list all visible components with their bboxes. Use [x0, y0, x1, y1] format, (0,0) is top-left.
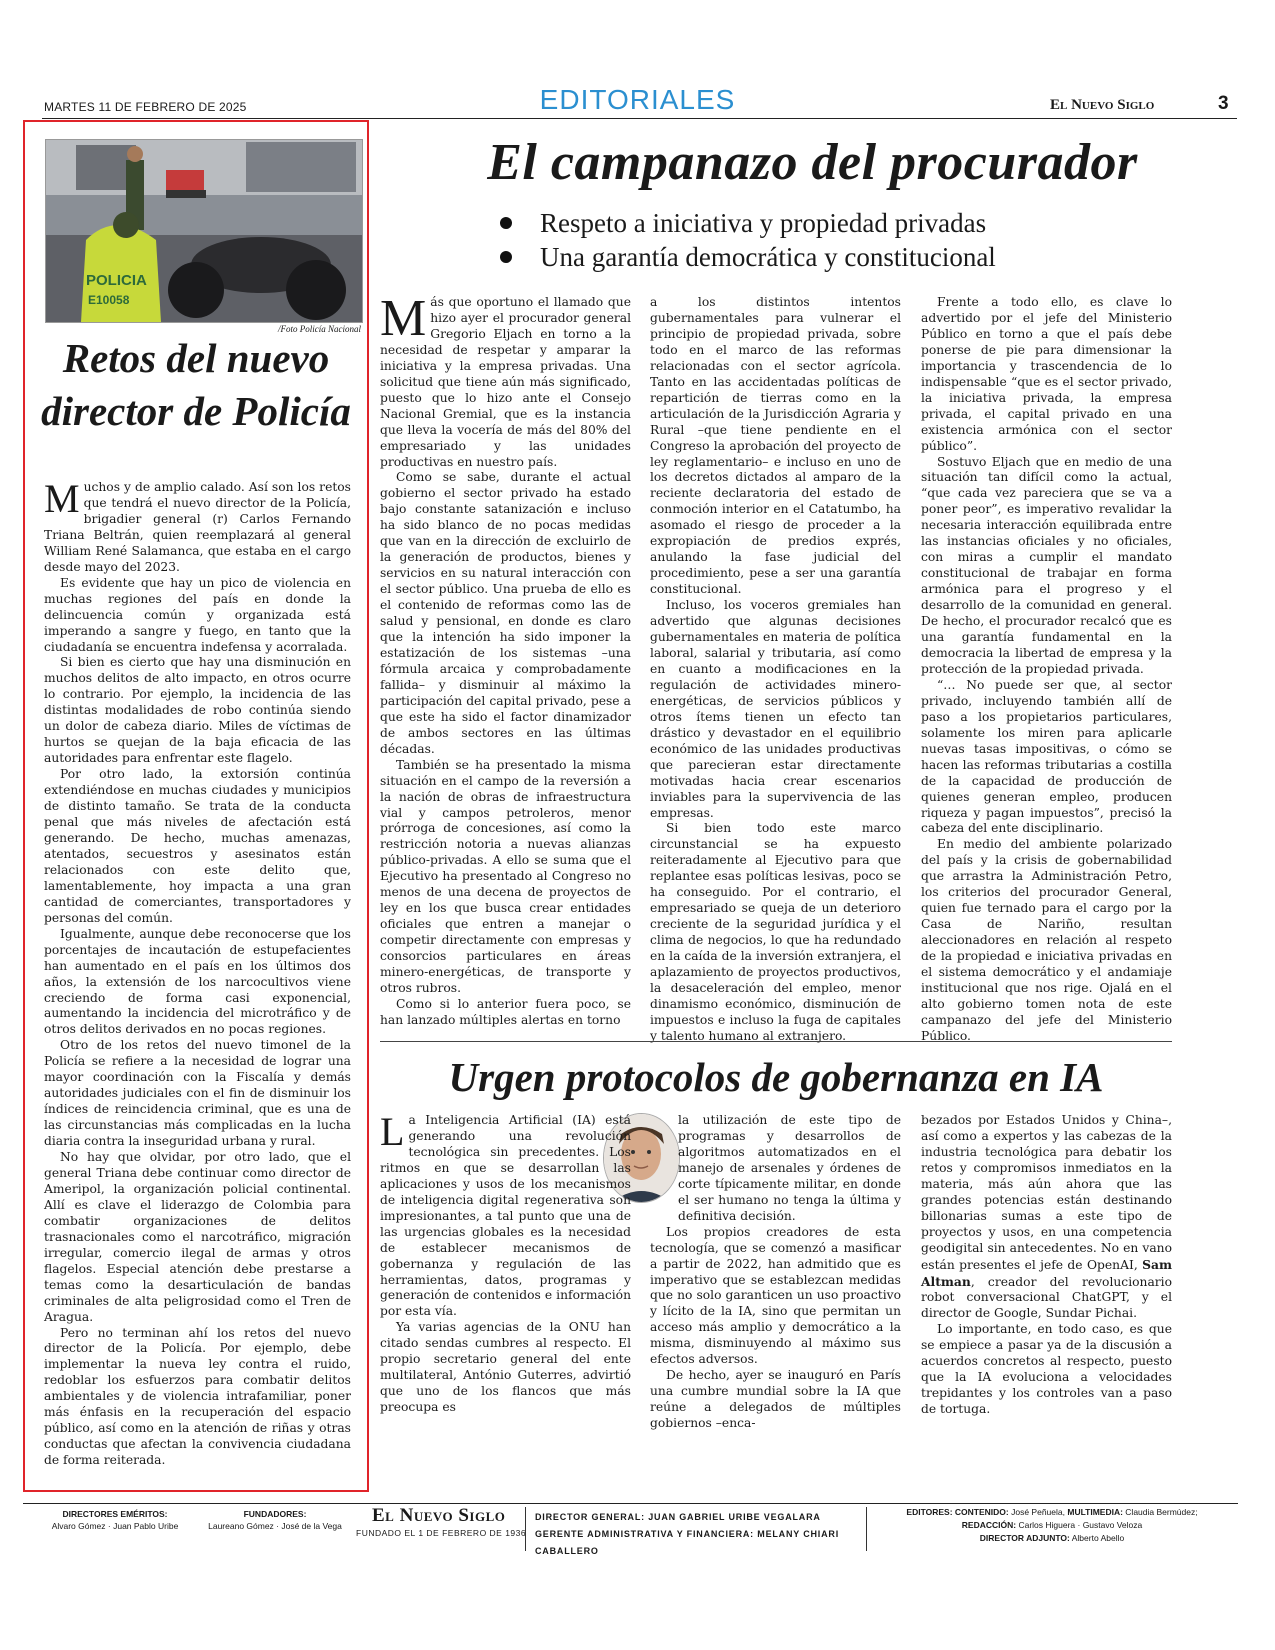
drop-cap: L [380, 1109, 405, 1154]
second-paragraph: La Inteligencia Artificial (IA) está generando una revolución tecnológica sin precedentes. Los ritmos en que se desarrollan las aplicaciones y usos de los mecanismos de inteligencia digital regenerativa son impresionantes, a tal punto que una de las urgencias globales es la necesidad de establecer mecanismos de gobernanza y regulación de las herramientas, datos, programas y generación de contenidos e información por esta vía. [380, 1109, 631, 1319]
main-paragraph: Si bien todo este marco circunstancial se ha expuesto reiteradamente al Ejecutivo para que replantee esas políticas lesivas, poco se ha conseguido. Por el contrario, el empresariado se queja de un deterioro creciente de la seguridad jurídica y el clima de negocios, lo que ha redundado en la caída de la inversión extranjera, el aplazamiento de proyectos productivos, la desaceleración del empleo, menor dinamismo económico, disminución de impuestos e incluso la fuga de capitales y talento humano al extranjero. [650, 821, 901, 1043]
section-title: EDITORIALES [539, 84, 736, 115]
second-paragraph: Lo importante, en todo caso, es que se empiece a pasar ya de la discusión a acuerdos concretos al respecto, puesto que la IA evoluciona a velocidades trepidantes y los controles van a paso de tortuga. [921, 1322, 1172, 1417]
second-column-2 [650, 1113, 901, 1432]
police-photo-illustration [46, 140, 362, 322]
left-article-paragraph: Si bien es cierto que hay una disminución en muchos delitos de alto impacto, en otros ocurre lo contrario. Por ejemplo, la incidencia de las distintas modalidades de robo continúa siendo un dolor de cabeza diario. Miles de víctimas de hurtos se quejan de la baja eficacia de las autoridades para enfrentar este flagelo. [44, 655, 351, 766]
main-paragraph: También se ha presentado la misma situación en el campo de la reversión a la nación de obras de infraestructura vial y campos petroleros, menor prórroga de concesiones, así como la restricción notoria a nuevas alianzas público-privadas. A ello se suma que el Ejecutivo ha presentado al Congreso no menos de una decena de proyectos de ley en los que busca crear entidades oficiales que entren a manejar o competir directamente con empresas y consorcios particulares en áreas minero-energéticas, de transporte y otros rubros. [380, 757, 631, 995]
photo-police-code: E10058 [88, 293, 130, 307]
left-article-paragraph: Muchos y de amplio calado. Así son los retos que tendrá el nuevo director de la Policía, brigadier general (r) Carlos Fernando Triana Beltrán, quien reemplazará al general William René Salamanca, que estaba en el cargo desde mayo del 2023. [44, 476, 351, 574]
bullet-icon [500, 217, 512, 229]
main-column-1 [380, 290, 631, 1029]
bold-name: Sam Altman [921, 1256, 1172, 1289]
main-paragraph: “… No puede ser que, al sector privado, incluyendo también allí de paso a los propietarios particulares, solamente los miren para aplicarle nuevas tasas impositivas, o cómo se hacen las reformas tributarias a costilla de la capacidad de producción de quienes generan empleo, producen riqueza y pagan impuestos”, precisó la cabeza del ente disciplinario. [921, 677, 1172, 836]
footer-editors: EDITORES: CONTENIDO: José Peñuela, MULTIMEDIA: Claudia Bermúdez; REDACCIÓN: Carlos Higuera · Gustavo Veloza DIRECTOR ADJUNTO: Alberto Abello [906, 1507, 1198, 1543]
second-paragraph: Ya varias agencias de la ONU han citado sendas cumbres al respecto. El propio secretario general del ente multilateral, António Guterres, advirtió que uno de los flancos que más preocupa es [380, 1320, 631, 1415]
page-number: 3 [1218, 93, 1229, 114]
second-paragraph: bezados por Estados Unidos y China–, así como a expertos y las cabezas de la industria tecnológica para debatir los retos y compromisos inmediatos en la materia, más aún ahora que las grandes potencias están destinando billonarias sumas a este tipo de proyectos y usos, en una competencia geodigital sin antecedentes. No en vano están presentes el jefe de OpenAI, Sam Altman, creador del revolucionario robot conversacional ChatGPT, y el director de Google, Sundar Pichai. [921, 1113, 1172, 1321]
masthead-logo: El Nuevo Siglo [1050, 97, 1155, 113]
main-paragraph: Más que oportuno el llamado que hizo ayer el procurador general Gregorio Eljach en torno a la necesidad de respetar y amparar la iniciativa y la empresa privadas. Una solicitud que tiene aún más significado, puesto que lo hizo ante el Consejo Nacional Gremial, que es la instancia que lleva la vocería de más del 80% del empresariado y las unidades productivas en nuestro país. [380, 290, 631, 469]
left-article-headline: Retos del nuevo director de Policía [41, 335, 351, 434]
second-paragraph: De hecho, ayer se inauguró en París una cumbre mundial sobre la IA que reúne a delegados de múltiples gobiernos –enca- [650, 1368, 901, 1431]
main-paragraph: En medio del ambiente polarizado del país y la crisis de gobernabilidad que arrastra la Administración Petro, los criterios del procurador General, quien fue ternado para el cargo por la Casa de Nariño, resultan aleccionadores en relación al respeto de la propiedad e iniciativa privadas en el sistema democrático y el andamiaje institucional que nos rige. Ojalá en el alto gobierno tomen nota de este campanazo del jefe del Ministerio Público. [921, 837, 1172, 1043]
drop-cap: M [44, 476, 80, 521]
bullet-icon [500, 251, 512, 263]
left-article-body [44, 476, 351, 1469]
subhead-bullets [500, 206, 996, 274]
footer-divider [525, 1507, 526, 1551]
subhead-bullet: Una garantía democrática y constitucional [500, 240, 996, 274]
second-headline: Urgen protocolos de gobernanza en IA [448, 1054, 1104, 1100]
photo-caption: /Foto Policía Nacional [278, 324, 361, 334]
main-paragraph: Como se sabe, durante el actual gobierno el sector privado ha estado bajo constante satanización e incluso ha sido blanco de no pocas medidas que van en la dirección de excluirlo de la generación de productos, bienes y servicios en su natural interacción con el sector público. Una prueba de ello es el contenido de reformas como las de salud y pensional, en donde es claro que la intención ha sido imponer la estatización de los sistemas –una fórmula arcaica y comprobadamente fallida– y disminuir al máximo la participación del capital privado, pese a que este ha sido el factor dinamizador de ambos sectores en las últimas décadas. [380, 470, 631, 756]
main-paragraph: Incluso, los voceros gremiales han advertido que algunas decisiones gubernamentales en materia de política laboral, salarial y tributaria, así como en cuanto a modificaciones en la regulación de actividades minero-energéticas, de servicios públicos y otros ítems tienen un efecto tan drástico y devastador en el equilibrio económico de las unidades productivas que parecieran estar directamente motivadas hacia crear escenarios inviables para la supervivencia de las empresas. [650, 598, 901, 820]
main-headline: El campanazo del procurador [487, 134, 1138, 191]
main-paragraph: Como si lo anterior fuera poco, se han lanzado múltiples alertas en torno [380, 996, 631, 1027]
police-photo [45, 139, 363, 323]
second-paragraph: la utilización de este tipo de programas y desarrollos de algoritmos automatizados en el manejo de arsenales y órdenes de corte típicamente militar, en donde el ser humano no tenga la última y definitiva decisión. [678, 1113, 901, 1223]
second-column-3 [921, 1113, 1172, 1418]
left-article-paragraph: No hay que olvidar, por otro lado, que el general Triana debe continuar como director de Ameripol, la organización policial continental. Allí es clave el liderazgo de Colombia para combatir organizaciones de delitos trasnacionales como el narcotráfico, migración irregular, comercio ilegal de armas y otros flagelos. Especial atención debe prestarse a temas como la desarticulación de bandas criminales de alta peligrosidad como el Tren de Aragua. [44, 1150, 351, 1324]
footer-rule [23, 1503, 1238, 1504]
left-article-paragraph: Otro de los retos del nuevo timonel de la Policía se refiere a la necesidad de lograr una mayor coordinación con la Fiscalía y demás autoridades judiciales con el fin de disminuir los índices de reincidencia criminal, que es una de las circunstancias más complicadas en la lucha diaria contra la inseguridad urbana y rural. [44, 1038, 351, 1149]
second-column-1 [380, 1109, 631, 1416]
photo-police-text: POLICIA [86, 272, 147, 289]
footer-emeritos: DIRECTORES EMÉRITOS: Alvaro Gómez · Juan Pablo Uribe [51, 1509, 179, 1531]
left-article-paragraph: Pero no terminan ahí los retos del nuevo director de la Policía. Por ejemplo, debe implementar la nueva ley contra el ruido, redoblar los esfuerzos para combatir delitos ambientales y de violencia intrafamiliar, poner más énfasis en la recuperación del espacio público, así como en la atención de riñas y otras conductas que afectan la convivencia ciudadana de forma reiterada. [44, 1325, 351, 1468]
left-article-paragraph: Es evidente que hay un pico de violencia en muchas regiones del país en donde la delincuencia común y organizada está imperando a sangre y fuego, en tanto que la ciudadanía se encuentra indefensa y acorralada. [44, 575, 351, 654]
main-column-3 [921, 295, 1172, 1045]
footer-founded: FUNDADO EL 1 DE FEBRERO DE 1936 [356, 1528, 527, 1538]
footer-masthead: El Nuevo Siglo [372, 1505, 506, 1526]
main-paragraph: Frente a todo ello, es clave lo advertido por el jefe del Ministerio Público en torno a que el país debe ponerse de pie para dimensionar la importancia y trascendencia de lo indispensable “que es el sector privado, la iniciativa privada, la empresa privada, el capital privado en una existencia armónica con el sector público”. [921, 295, 1172, 453]
footer-fundadores: FUNDADORES: Laureano Gómez · José de la Vega [208, 1509, 342, 1531]
main-column-2 [650, 295, 901, 1045]
footer-divider [866, 1507, 867, 1551]
second-paragraph: Los propios creadores de esta tecnología, que se comenzó a masificar a partir de 2022, han admitido que es imperativo que se establezcan medidas que no solo garanticen un uso proactivo y lícito de la IA, sino que permitan un acceso más amplio y democrático a la misma, disminuyendo al máximo sus efectos adversos. [650, 1224, 901, 1367]
header-rule [42, 118, 1237, 119]
left-article-paragraph: Igualmente, aunque debe reconocerse que los porcentajes de incautación de estupefacientes han aumentado en el país en los últimos dos años, la extensión de los narcocultivos viene creciendo de forma casi exponencial, aumentando la incidencia del microtráfico y de otros delitos derivados en no pocas regiones. [44, 926, 351, 1037]
main-paragraph: Sostuvo Eljach que en medio de una situación tan difícil como la actual, “que cada vez pareciera que se va a poner peor”, es imperativo revalidar la necesaria interacción equilibrada entre las instancias oficiales y no oficiales, con miras a cumplir el mandato constitucional de trabajar en forma armónica para el progreso y el desarrollo de la comunidad en general. De hecho, el procurador recalcó que es una garantía fundamental en la democracia la libertad de empresa y la protección de la propiedad privada. [921, 454, 1172, 676]
issue-date: MARTES 11 DE FEBRERO DE 2025 [44, 100, 247, 114]
subhead-bullet: Respeto a iniciativa y propiedad privadas [500, 206, 996, 240]
drop-cap: M [380, 290, 427, 347]
main-paragraph: a los distintos intentos gubernamentales para vulnerar el principio de propiedad privada, sobre todo en el marco de las reformas relacionadas con el sector agrícola. Tanto en las accidentadas políticas de repartición de tierras como en la articulación de la Jurisdicción Agraria y Rural –que tiene pendiente en el Congreso la aprobación del proyecto de ley reglamentario– e incluso en uno de los decretos dictados al amparo de la reciente declaratoria del estado de conmoción interior en el Catatumbo, ha asomado el riesgo de proceder a la expropiación de predios exprés, anulando la fase judicial del procedimiento, pese a ser una garantía constitucional. [650, 295, 901, 597]
article-divider [380, 1041, 1172, 1042]
left-article-paragraph: Por otro lado, la extorsión continúa extendiéndose en muchas ciudades y municipios de distinto tamaño. Se trata de la conducta penal que más niveles de afectación está generando. De hecho, muchas amenazas, atentados, secuestros y asesinatos están relacionados con este delito que, lamentablemente, hoy impacta a una gran cantidad de comerciantes, transportadores y personas del común. [44, 767, 351, 925]
footer-directors: DIRECTOR GENERAL: JUAN GABRIEL URIBE VEGALARA GERENTE ADMINISTRATIVA Y FINANCIERA: MELANY CHIARI CABALLERO [535, 1512, 840, 1556]
